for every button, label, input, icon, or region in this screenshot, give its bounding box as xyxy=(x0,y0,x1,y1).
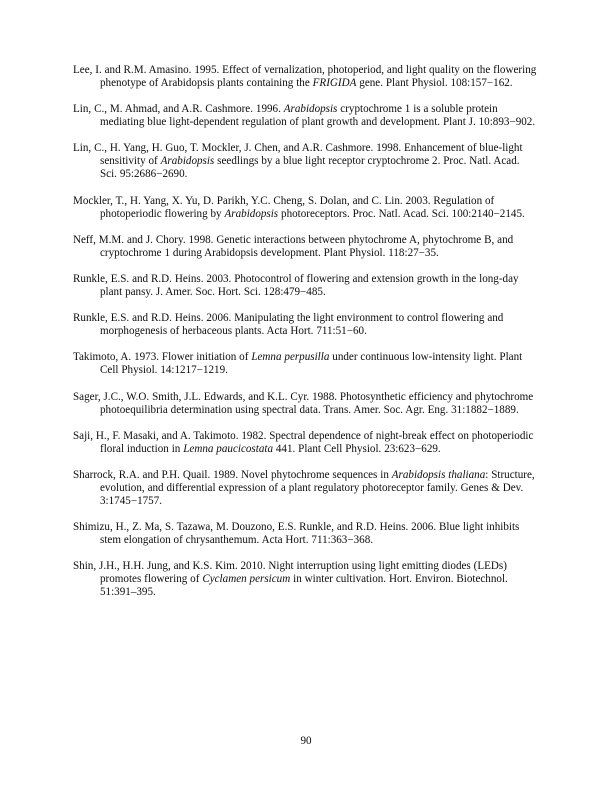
reference-entry xyxy=(73,103,539,129)
reference-text: Lee, I. and R.M. Amasino. 1995. Effect of vernalization, photoperiod, and light quality on the flowering phenotype of Arabidopsis plants containing the xyxy=(73,64,537,90)
reference-entry xyxy=(73,469,539,508)
reference-entry xyxy=(73,195,539,221)
reference-text: : Structure, evolution, and differential expression of a plant regulatory photoreceptor family. Genes & Dev. 3:1745−1757. xyxy=(100,468,535,508)
reference-entry xyxy=(73,391,539,417)
reference-entry xyxy=(73,142,539,181)
reference-text: under continuous low-intensity light. Plant Cell Physiol. 14:1217−1219. xyxy=(100,351,523,377)
italic-term: FRIGIDA xyxy=(312,77,357,90)
italic-term: Arabidopsis xyxy=(283,103,338,116)
page-number: 90 xyxy=(300,735,312,747)
reference-entry xyxy=(73,273,539,299)
reference-text: Saji, H., F. Masaki, and A. Takimoto. 1982. Spectral dependence of night-break effect on photoperiodic floral induction in xyxy=(73,429,534,455)
reference-text: 441. Plant Cell Physiol. 23:623−629. xyxy=(273,442,441,455)
reference-text: in winter cultivation. Hort. Environ. Biotechnol. 51:391–395. xyxy=(100,573,508,599)
reference-text: photoreceptors. Proc. Natl. Acad. Sci. 100:2140−2145. xyxy=(278,207,525,220)
reference-text: cryptochrome 1 is a soluble protein mediating blue light-dependent regulation of plant growth and development. Plant J. 10:893−902. xyxy=(100,103,536,129)
italic-term: Arabidopsis xyxy=(224,207,279,220)
reference-text: Lin, C., H. Yang, H. Guo, T. Mockler, J. Chen, and A.R. Cashmore. 1998. Enhancement of blue-light sensitivity of xyxy=(73,142,523,168)
reference-entry xyxy=(73,560,539,599)
italic-term: Arabidopsis xyxy=(160,155,215,168)
reference-entry xyxy=(73,64,539,90)
reference-text: gene. Plant Physiol. 108:157−162. xyxy=(356,77,513,90)
reference-entry xyxy=(73,234,539,260)
reference-text: Runkle, E.S. and R.D. Heins. 2006. Manipulating the light environment to control flowering and morphogenesis of herbaceous plants. Acta Hort. 711:51−60. xyxy=(73,312,504,338)
reference-text: Shimizu, H., Z. Ma, S. Tazawa, M. Douzono, E.S. Runkle, and R.D. Heins. 2006. Blue light inhibits stem elongation of chrysanthemum. Acta Hort. 711:363−368. xyxy=(73,521,520,547)
reference-text: Neff, M.M. and J. Chory. 1998. Genetic interactions between phytochrome A, phytochrome B, and cryptochrome 1 during Arabidopsis development. Plant Physiol. 118:27−35. xyxy=(73,233,514,259)
reference-text: Takimoto, A. 1973. Flower initiation of xyxy=(73,351,252,364)
reference-entry xyxy=(73,351,539,377)
reference-text: Shin, J.H., H.H. Jung, and K.S. Kim. 2010. Night interruption using light emitting diodes (LEDs) promotes flowering of xyxy=(73,560,507,586)
reference-entry xyxy=(73,430,539,456)
reference-text: Mockler, T., H. Yang, X. Yu, D. Parikh, Y.C. Cheng, S. Dolan, and C. Lin. 2003. Regulation of photoperiodic flowering by xyxy=(73,194,495,220)
reference-text: seedlings by a blue light receptor cryptochrome 2. Proc. Natl. Acad. Sci. 95:2686−2690. xyxy=(100,155,520,181)
italic-term: Cyclamen persicum xyxy=(202,573,291,586)
italic-term: Lemna perpusilla xyxy=(251,351,330,364)
reference-entry xyxy=(73,312,539,338)
reference-text: Sharrock, R.A. and P.H. Quail. 1989. Novel phytochrome sequences in xyxy=(73,468,392,481)
reference-text: Lin, C., M. Ahmad, and A.R. Cashmore. 1996. xyxy=(73,103,284,116)
reference-text: Sager, J.C., W.O. Smith, J.L. Edwards, and K.L. Cyr. 1988. Photosynthetic efficiency and phytochrome photoequilibria determination using spectral data. Trans. Amer. Soc. Agr. Eng. 31:1882−1889. xyxy=(73,390,534,416)
reference-entry xyxy=(73,521,539,547)
reference-list xyxy=(73,64,539,613)
italic-term: Lemna paucicostata xyxy=(183,442,273,455)
reference-text: Runkle, E.S. and R.D. Heins. 2003. Photocontrol of flowering and extension growth in the long-day plant pansy. J. Amer. Soc. Hort. Sci. 128:479−485. xyxy=(73,272,519,299)
italic-term: Arabidopsis thaliana xyxy=(391,468,486,481)
